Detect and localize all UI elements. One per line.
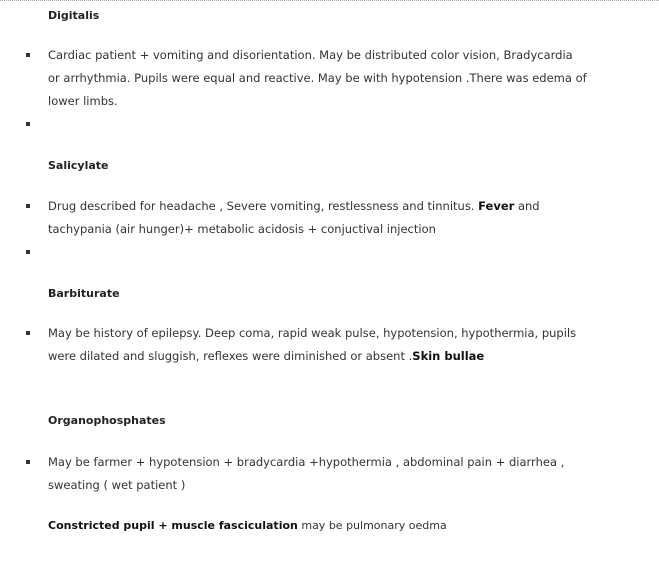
bullet-digitalis [26,53,30,57]
salicylate-fever: Fever [478,199,515,213]
paragraph-digitalis: Cardiac patient + vomiting and disorientation. May be distributed color vision, Bradycardia or arrhythmia. Pupils were equal and reactive. May be with hypotension .There was edema of lower limbs. [48,48,587,108]
bullet-barbiturate [26,331,30,335]
bullet-organophosphates [26,460,30,464]
paragraph-organophosphates: May be farmer + hypotension + bradycardia +hypothermia , abdominal pain + diarrhea , sweating ( wet patient ) [48,455,565,492]
bullet-empty-1 [26,122,30,126]
final-muscle-fasciculation: muscle fasciculation [171,519,298,532]
heading-barbiturate: Barbiturate [48,287,120,300]
paragraph-salicylate [48,195,588,241]
heading-salicylate: Salicylate [48,159,109,172]
bullet-empty-2 [26,250,30,254]
final-line [48,517,628,535]
barbiturate-text: May be history of epilepsy. Deep coma, rapid weak pulse, hypotension, hypothermia, pupils were dilated and sluggish, reflexes were diminished or absent . [48,326,577,363]
final-plus: + [154,519,172,532]
final-pulmonary-oedma: may be pulmonary oedma [297,519,447,532]
heading-digitalis: Digitalis [48,9,100,22]
salicylate-text-2: and tachypania (air hunger)+ metabolic acidosis + conjuctival injection [48,199,540,236]
heading-organophosphates: Organophosphates [48,414,166,427]
bullet-salicylate [26,204,30,208]
paragraph-barbiturate [48,322,588,368]
top-dotted-border [0,0,659,1]
barbiturate-skin-bullae: Skin bullae [412,349,485,363]
salicylate-text-1: Drug described for headache , Severe vomiting, restlessness and tinnitus. [48,199,479,213]
final-constricted-pupil: Constricted pupil [48,519,155,532]
